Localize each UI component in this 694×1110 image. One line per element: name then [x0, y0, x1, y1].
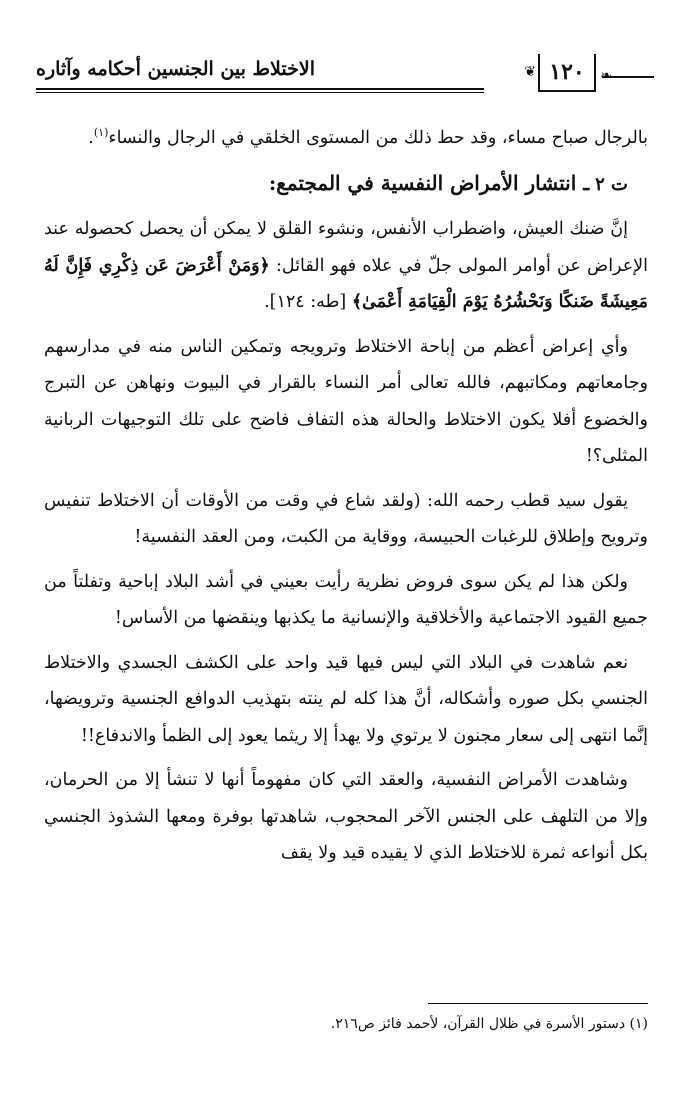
paragraph-3: وأي إعراض أعظم من إباحة الاختلاط وترويجه وتمكين الناس منه في مدارسهم وجامعاتهم ومكاتبهم، فالله تعالى أمر النساء بالقرار في البيوت ونهاهن عن التبرج والخضوع أفلا يكون الاختلاط والحالة هذه التفاف فاضح على تلك التوجيهات الربانية المثلى؟!: [44, 336, 648, 466]
running-title: الاختلاط بين الجنسين أحكامه وآثاره: [36, 58, 315, 80]
leaf-ornament-icon: ❦: [524, 64, 536, 80]
paragraph-2: [44, 211, 648, 321]
page-number: ١٢٠: [538, 54, 596, 92]
paragraph-7: وشاهدت الأمراض النفسية، والعقد التي كان مفهوماً أنها لا تنشأ إلا من الحرمان، وإلا من التلهف على الجنس الآخر المحجوب، شاهدتها بوفرة ومعها الشذوذ الجنسي بكل أنواعه ثمرة للاختلاط الذي لا يقيده قيد ولا يقف: [44, 770, 648, 863]
page-body: [44, 120, 648, 880]
quran-verse: ﴿وَمَنْ أَعْرَضَ عَن ذِكْرِي فَإِنَّ لَهُ مَعِيشَةً ضَنكًا وَنَحْشُرُهُ يَوْمَ الْقِيَامَةِ أَعْمَىٰ﴾: [44, 255, 648, 312]
section-number: ت ٢: [595, 173, 628, 195]
paragraph-1: [44, 120, 648, 157]
paragraph-2-text: إنَّ ضنك العيش، واضطراب الأنفس، ونشوء القلق لا يمكن أن يحصل كحصوله عند الإعراض عن أوامر المولى جلّ في علاه فهو القائل:: [44, 219, 648, 276]
verse-reference: [طه: ١٢٤].: [264, 292, 352, 312]
header-rule: [36, 88, 484, 90]
footnote-separator: [428, 1003, 648, 1004]
paragraph-1-end: .: [88, 128, 94, 148]
paragraph-4: يقول سيد قطب رحمه الله: (ولقد شاع في وقت من الأوقات أن الاختلاط تنفيس وترويح وإطلاق للرغبات الحبيسة، ووقاية من الكبت، ومن العقد النفسية!: [44, 490, 648, 547]
paragraph-6: نعم شاهدت في البلاد التي ليس فيها قيد واحد على الكشف الجسدي والاختلاط الجنسي بكل صوره وأشكاله، أنَّ هذا كله لم ينته بتهذيب الدوافع الجنسية وترويضها، إنَّما انتهى إلى سعار مجنون لا يرتوي ولا يهدأ إلا ريثما يعود إلى الظمأ والاندفاع!!: [44, 652, 648, 746]
leaf-ornament-icon-right: ❧: [600, 68, 612, 84]
footnote-ref[interactable]: (١): [93, 126, 109, 140]
footnote: (١) دستور الأسرة في ظلال القرآن، لأحمد فائز ص٢١٦.: [330, 1016, 648, 1032]
paragraph-1-text: بالرجال صباح مساء، وقد حط ذلك من المستوى الخلقي في الرجال والنساء: [108, 128, 648, 148]
header-rule-right: [602, 76, 654, 78]
page-header: [36, 54, 654, 98]
section-heading: [44, 165, 648, 204]
paragraph-5: ولكن هذا لم يكن سوى فروض نظرية رأيت بعيني في أشد البلاد إباحية وتفلتاً من جميع القيود الاجتماعية والأخلاقية والإنسانية ما يكذبها وينقضها من الأساس!: [44, 571, 648, 628]
header-rule-thin: [36, 92, 484, 93]
section-title: ـ انتشار الأمراض النفسية في المجتمع:: [268, 170, 590, 195]
